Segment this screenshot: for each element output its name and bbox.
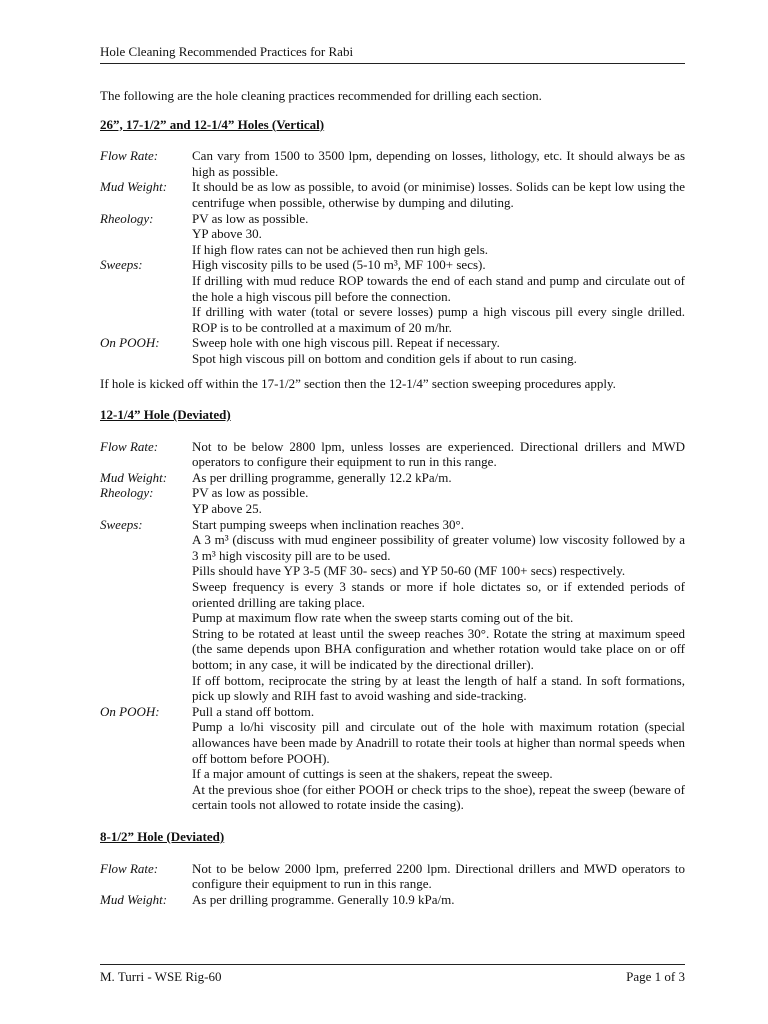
section-2 — [100, 407, 685, 829]
parameter-description — [192, 517, 685, 704]
parameter-row — [100, 257, 685, 335]
description-line: Pull a stand off bottom. — [192, 703, 315, 719]
description-line: PV as low as possible. — [192, 210, 309, 226]
description-line: String to be rotated at least until the sweep reaches 30°. Rotate the string at maximum speed (the same depends upon BHA configuration and whether rotation would take place on or off bottom; in any case, it will be indicated by the directional driller). — [192, 625, 685, 672]
parameter-label: Rheology: — [100, 210, 154, 226]
parameter-description — [192, 179, 685, 210]
parameter-description — [192, 470, 685, 486]
section-heading: 26”, 17-1/2” and 12-1/4” Holes (Vertical) — [100, 116, 325, 132]
section-1 — [100, 117, 685, 392]
parameter-row — [100, 892, 685, 908]
parameter-label: Mud Weight: — [100, 891, 168, 907]
description-line: Sweep frequency is every 3 stands or more if hole dictates so, or if extended periods of oriented drilling are taking place. — [192, 579, 685, 610]
parameter-label: Mud Weight: — [100, 179, 168, 195]
parameter-label: Flow Rate: — [100, 860, 159, 876]
parameter-row — [100, 148, 685, 179]
parameter-row — [100, 179, 685, 210]
description-line: Can vary from 1500 to 3500 lpm, depending on losses, lithology, etc. It should always be as high as possible. — [192, 148, 685, 179]
description-line: Not to be below 2800 lpm, unless losses are experienced. Directional drillers and MWD operators to configure their equipment to run in this range. — [192, 438, 685, 470]
description-line: If high flow rates can not be achieved then run high gels. — [192, 241, 489, 257]
section-heading: 8-1/2” Hole (Deviated) — [100, 828, 225, 844]
page-footer — [100, 964, 685, 985]
section-spacer — [100, 813, 685, 829]
footer-author: M. Turri - WSE Rig-60 — [100, 969, 222, 984]
parameter-description — [192, 257, 685, 335]
parameter-description — [192, 148, 685, 179]
description-line: As per drilling programme. Generally 10.9 kPa/m. — [192, 891, 455, 907]
parameter-row — [100, 211, 685, 258]
description-line: Not to be below 2000 lpm, preferred 2200 lpm. Directional drillers and MWD operators to configure their equipment to run in this range. — [192, 860, 685, 892]
parameter-label: On POOH: — [100, 703, 160, 719]
description-line: If drilling with mud reduce ROP towards the end of each stand and pump and circulate out of the hole a high viscous pill before the connection. — [192, 272, 685, 304]
parameter-row — [100, 470, 685, 486]
description-line: It should be as low as possible, to avoid (or minimise) losses. Solids can be kept low using the centrifuge when possible, otherwise by dumping and diluting. — [192, 179, 685, 210]
parameter-description — [192, 861, 685, 892]
parameter-row — [100, 439, 685, 470]
description-line: If a major amount of cuttings is seen at the shakers, repeat the sweep. — [192, 766, 553, 782]
description-line: If drilling with water (total or severe losses) pump a high viscous pill every single drilled. ROP is to be controlled at a maximum of 20 m/hr. — [192, 304, 685, 335]
description-line: High viscosity pills to be used (5-10 m³, MF 100+ secs). — [192, 257, 486, 273]
document-title: Hole Cleaning Recommended Practices for Rabi — [100, 44, 354, 59]
parameter-row — [100, 861, 685, 892]
parameter-row — [100, 704, 685, 813]
description-line: Pills should have YP 3-5 (MF 30- secs) and YP 50-60 (MF 100+ secs) respectively. — [192, 563, 626, 579]
description-line: PV as low as possible. — [192, 485, 309, 501]
parameter-label: Rheology: — [100, 485, 154, 501]
document-body — [100, 88, 685, 907]
parameter-label: Sweeps: — [100, 257, 143, 273]
description-line: YP above 25. — [192, 501, 262, 517]
description-line: At the previous shoe (for either POOH or check trips to the shoe), repeat the sweep (beware of certain tools not allowed to rotate inside the casing). — [192, 781, 685, 813]
description-line: Sweep hole with one high viscous pill. Repeat if necessary. — [192, 335, 500, 351]
parameter-label: Mud Weight: — [100, 469, 168, 485]
parameter-description — [192, 211, 685, 258]
description-line: A 3 m³ (discuss with mud engineer possibility of greater volume) low viscosity followed by a 3 m³ high viscosity pill are to be used. — [192, 532, 685, 563]
description-line: If off bottom, reciprocate the string by at least the length of half a stand. In soft formations, pick up slowly and RIH fast to avoid washing and side-tracking. — [192, 672, 685, 704]
section-heading: 12-1/4” Hole (Deviated) — [100, 407, 231, 423]
parameter-row — [100, 517, 685, 704]
sections-container — [100, 117, 685, 908]
section-3 — [100, 829, 685, 907]
parameter-description — [192, 439, 685, 470]
description-line: Pump at maximum flow rate when the sweep starts coming out of the bit. — [192, 610, 574, 626]
intro-paragraph: The following are the hole cleaning practices recommended for drilling each section. — [100, 88, 542, 103]
parameter-description — [192, 892, 685, 908]
parameter-description — [192, 335, 685, 366]
section-note: If hole is kicked off within the 17-1/2” section then the 12-1/4” section sweeping procedures apply. — [100, 375, 616, 391]
parameter-description — [192, 704, 685, 813]
parameter-label: Sweeps: — [100, 516, 143, 532]
parameter-row — [100, 485, 685, 516]
parameter-label: Flow Rate: — [100, 438, 159, 454]
description-line: Pump a lo/hi viscosity pill and circulate out of the hole with maximum rotation (special allowances have been made by Anadrill to rotate their tools at higher than normal speeds when off bottom before POOH). — [192, 719, 685, 766]
description-line: Spot high viscous pill on bottom and condition gels if about to run casing. — [192, 350, 577, 366]
parameter-label: Flow Rate: — [100, 148, 159, 164]
description-line: YP above 30. — [192, 226, 262, 242]
footer-page-number: Page 1 of 3 — [626, 969, 685, 984]
parameter-label: On POOH: — [100, 335, 160, 351]
parameter-description — [192, 485, 685, 516]
parameter-row — [100, 335, 685, 366]
description-line: As per drilling programme, generally 12.2 kPa/m. — [192, 469, 452, 485]
page-header — [100, 44, 685, 64]
description-line: Start pumping sweeps when inclination reaches 30°. — [192, 516, 464, 532]
